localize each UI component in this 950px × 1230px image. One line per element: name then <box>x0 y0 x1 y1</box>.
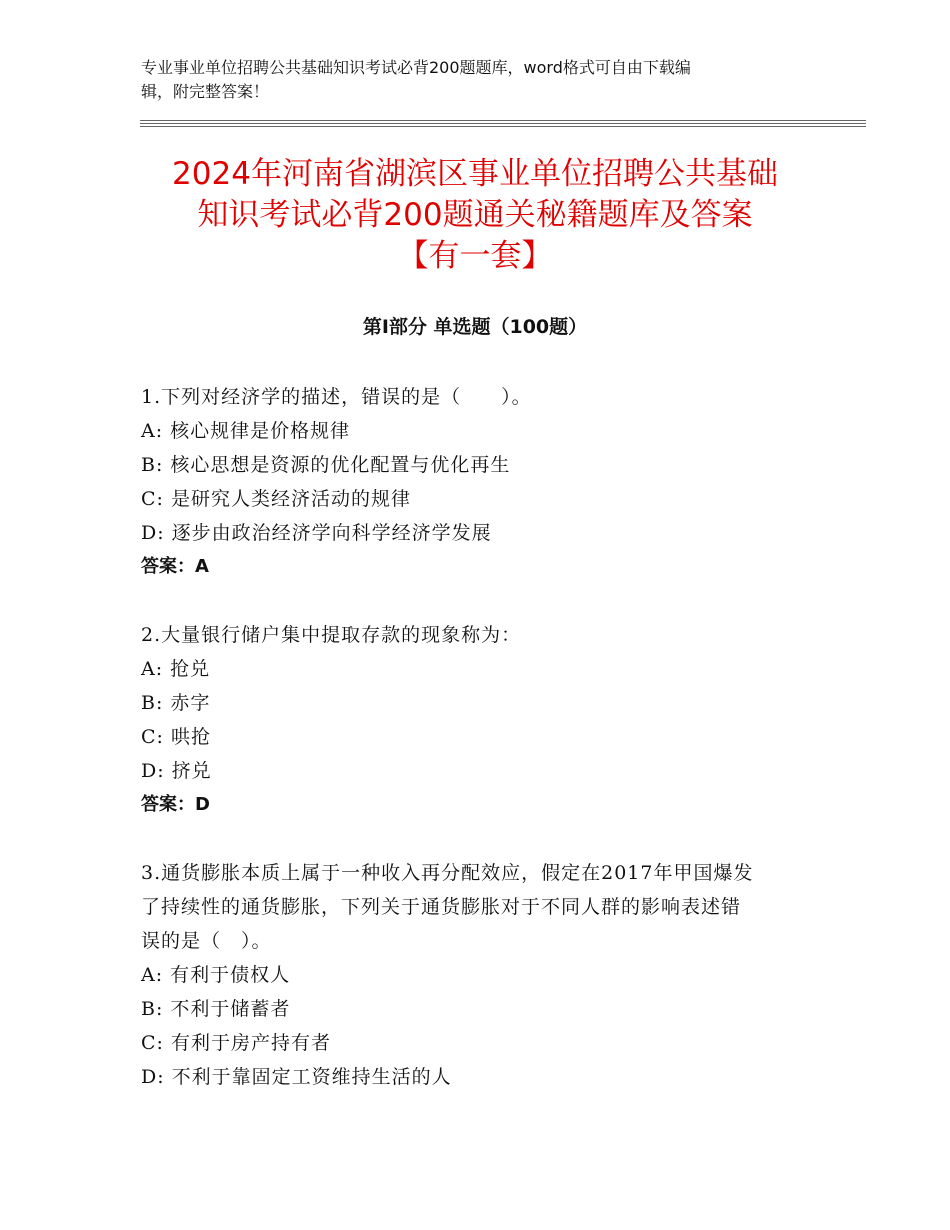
option-c: C: 有利于房产持有者 <box>141 1032 331 1054</box>
header-divider <box>140 126 866 127</box>
question-stem: 2.大量银行储户集中提取存款的现象称为： <box>141 624 522 646</box>
header-divider <box>140 120 866 121</box>
section-title: 第I部分 单选题（100题） <box>362 316 588 338</box>
option-b: B: 核心思想是资源的优化配置与优化再生 <box>141 454 511 476</box>
option-a: A: 有利于债权人 <box>141 964 291 986</box>
answer: 答案：D <box>141 794 210 815</box>
option-c: C: 是研究人类经济活动的规律 <box>141 488 411 510</box>
question-2 <box>141 618 821 822</box>
answer: 答案：A <box>141 556 209 577</box>
document-title-line-1: 2024年河南省湖滨区事业单位招聘公共基础 <box>172 156 778 192</box>
option-d: D: 逐步由政治经济学向科学经济学发展 <box>141 522 492 544</box>
question-1 <box>141 380 821 584</box>
header-note-line-1: 专业事业单位招聘公共基础知识考试必背200题题库，word格式可自由下载编 <box>141 58 691 77</box>
header-divider <box>140 123 866 124</box>
header-note <box>141 56 781 104</box>
option-d: D: 挤兑 <box>141 760 212 782</box>
header-note-line-2: 辑，附完整答案！ <box>141 82 270 101</box>
document-title-line-3: 【有一套】 <box>397 238 553 274</box>
question-3 <box>141 856 821 1094</box>
question-stem: 1.下列对经济学的描述，错误的是（ ）。 <box>141 386 532 408</box>
question-stem-line-2: 了持续性的通货膨胀，下列关于通货膨胀对于不同人群的影响表述错 <box>141 896 742 918</box>
option-d: D: 不利于靠固定工资维持生活的人 <box>141 1066 452 1088</box>
option-b: B: 不利于储蓄者 <box>141 998 291 1020</box>
option-c: C: 哄抢 <box>141 726 211 748</box>
question-stem-line-1: 3.通货膨胀本质上属于一种收入再分配效应，假定在2017年甲国爆发 <box>141 862 754 884</box>
question-stem-line-3: 误的是（ ）。 <box>141 930 272 952</box>
option-a: A: 核心规律是价格规律 <box>141 420 351 442</box>
document-title <box>120 154 830 277</box>
option-b: B: 赤字 <box>141 692 211 714</box>
document-title-line-2: 知识考试必背200题通关秘籍题库及答案 <box>197 197 753 233</box>
option-a: A: 抢兑 <box>141 658 211 680</box>
